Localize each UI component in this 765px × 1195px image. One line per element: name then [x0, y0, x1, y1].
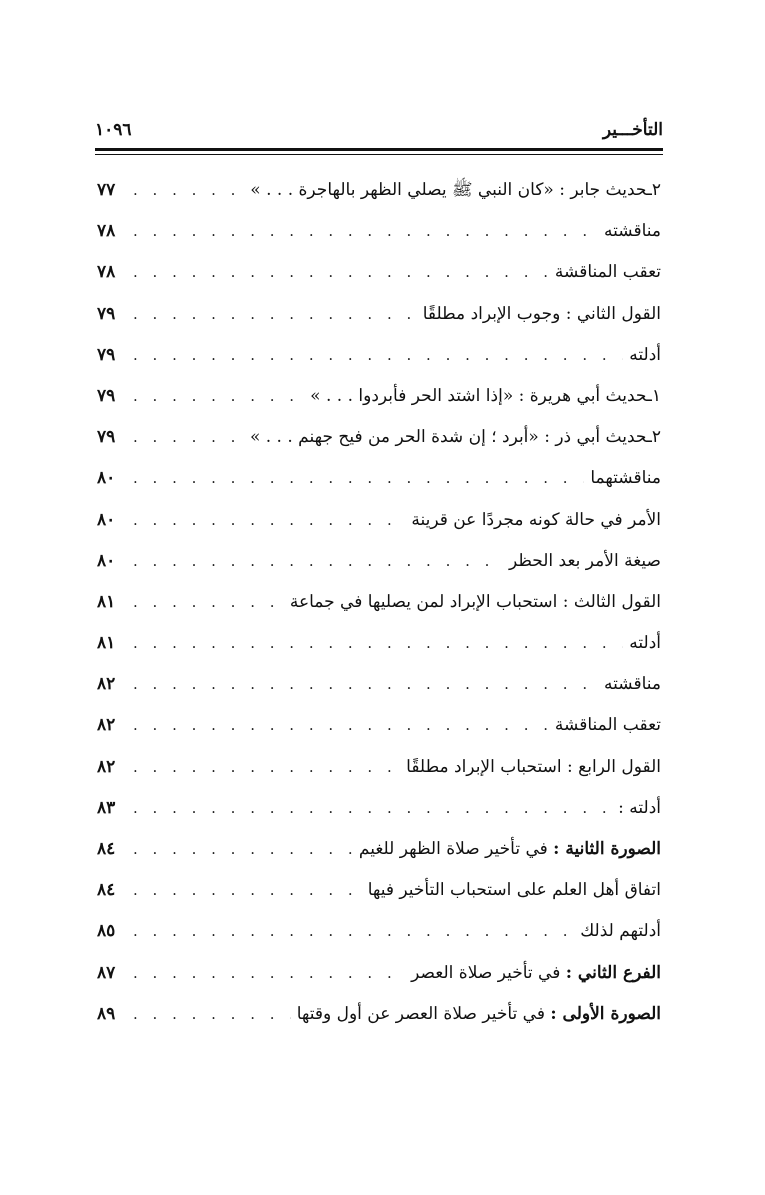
toc-row [97, 500, 661, 541]
toc-page-number: ٨٩ [97, 1003, 116, 1024]
toc-leader-dots [133, 376, 304, 417]
toc-entry-text: مناقشتهما [590, 468, 661, 489]
toc-entry-text: القول الرابع : استحباب الإبراد مطلقًا [406, 756, 661, 777]
toc-row [97, 705, 661, 746]
toc-row [97, 582, 661, 623]
toc-row [97, 541, 661, 582]
toc-entry-title [244, 417, 661, 458]
toc-entry-text: الأمر في حالة كونه مجردًا عن قرينة [411, 509, 661, 530]
toc-leader-dots [133, 417, 244, 458]
toc-page-number: ٧٩ [97, 303, 116, 324]
toc-entry-title [244, 170, 661, 211]
table-of-contents [97, 170, 661, 1035]
toc-entry-title [503, 541, 661, 582]
toc-entry-text: ١ـحديث أبي هريرة : «إذا اشتد الحر فأبردوا . . . » [310, 385, 661, 406]
toc-entry-title [549, 705, 661, 746]
toc-entry-text: مناقشته [604, 674, 661, 695]
toc-row [97, 953, 661, 994]
toc-entry-text: أدلته [629, 344, 661, 365]
toc-row [97, 417, 661, 458]
toc-row [97, 376, 661, 417]
header-rule-thick [95, 148, 663, 151]
toc-entry-text: أدلتهم لذلك [580, 921, 661, 942]
toc-row [97, 335, 661, 376]
toc-page-number: ٧٨ [97, 221, 116, 242]
toc-entry-title [284, 582, 661, 623]
toc-entry-text: القول الثاني : وجوب الإبراد مطلقًا [422, 303, 661, 324]
toc-page-number: ٧٨ [97, 262, 116, 283]
toc-page-number: ٨٤ [97, 880, 116, 901]
toc-page-number: ٨٧ [97, 962, 116, 983]
toc-row [97, 747, 661, 788]
toc-entry-text: صيغة الأمر بعد الحظر [508, 550, 661, 571]
toc-page-number: ٨٢ [97, 715, 116, 736]
toc-entry-title [623, 623, 661, 664]
toc-entry-lead: الفرع الثاني : [565, 962, 661, 983]
toc-row [97, 994, 661, 1035]
toc-row [97, 623, 661, 664]
toc-entry-title [405, 500, 661, 541]
toc-page-number: ٨٠ [97, 468, 116, 489]
toc-entry-text: اتفاق أهل العلم على استحباب التأخير فيها [367, 880, 661, 901]
toc-leader-dots [133, 911, 574, 952]
toc-entry-text: في تأخير صلاة العصر عن أول وقتها [296, 1003, 545, 1024]
toc-entry-title [291, 994, 661, 1035]
toc-leader-dots [133, 870, 362, 911]
toc-leader-dots [133, 664, 598, 705]
toc-entry-lead: الصورة الثانية : [553, 839, 661, 859]
toc-page-number: ٨١ [97, 591, 116, 612]
toc-leader-dots [133, 500, 405, 541]
toc-entry-title [574, 911, 661, 952]
toc-page-number: ٨٠ [97, 550, 116, 571]
toc-leader-dots [133, 335, 623, 376]
toc-page-number: ٧٧ [97, 180, 116, 200]
toc-entry-title [353, 829, 661, 870]
toc-row [97, 829, 661, 870]
page-header [95, 118, 663, 146]
header-rule-thin [95, 154, 663, 155]
toc-entry-text: ٢ـحديث جابر : «كان النبي ﷺ يصلي الظهر بالهاجرة . . . » [250, 180, 661, 200]
toc-page-number: ٧٩ [97, 427, 116, 448]
toc-entry-title [549, 252, 661, 293]
toc-entry-text: أدلته [629, 633, 661, 654]
toc-page-number: ٨٣ [97, 797, 116, 818]
toc-row [97, 170, 661, 211]
toc-entry-title [417, 294, 661, 335]
toc-entry-title [584, 458, 661, 499]
toc-page-number: ٨٤ [97, 839, 116, 859]
toc-page-number: ٨٢ [97, 674, 116, 695]
toc-entry-text: تعقب المناقشة [554, 262, 661, 283]
running-title: التأخـــير [602, 120, 663, 140]
toc-row [97, 294, 661, 335]
toc-page-number: ٨٢ [97, 756, 116, 777]
toc-leader-dots [133, 788, 612, 829]
toc-entry-text: في تأخير صلاة الظهر للغيم [358, 839, 548, 859]
toc-entry-text: القول الثالث : استحباب الإبراد لمن يصليها في جماعة [289, 591, 661, 612]
toc-row [97, 664, 661, 705]
toc-page-number: ٨٥ [97, 921, 116, 942]
toc-entry-title [400, 747, 661, 788]
toc-leader-dots [133, 747, 400, 788]
toc-row [97, 252, 661, 293]
toc-leader-dots [133, 170, 244, 211]
toc-leader-dots [133, 458, 584, 499]
toc-leader-dots [133, 252, 549, 293]
toc-entry-lead: الصورة الأولى : [550, 1003, 661, 1024]
toc-entry-title [598, 211, 661, 252]
toc-leader-dots [133, 211, 598, 252]
toc-entry-text: في تأخير صلاة العصر [411, 962, 561, 983]
toc-entry-title [304, 376, 661, 417]
toc-entry-title [405, 953, 661, 994]
toc-entry-text: أدلته : [618, 797, 661, 818]
toc-row [97, 911, 661, 952]
toc-page-number: ٧٩ [97, 344, 116, 365]
toc-leader-dots [133, 582, 284, 623]
toc-entry-text: تعقب المناقشة [554, 715, 661, 736]
toc-entry-text: مناقشته [604, 221, 661, 242]
toc-row [97, 211, 661, 252]
toc-row [97, 788, 661, 829]
toc-leader-dots [133, 705, 549, 746]
toc-row [97, 870, 661, 911]
toc-entry-title [623, 335, 661, 376]
toc-leader-dots [133, 994, 291, 1035]
toc-entry-text: ٢ـحديث أبي ذر : «أبرد ؛ إن شدة الحر من فيح جهنم . . . » [249, 427, 661, 448]
toc-entry-title [362, 870, 661, 911]
toc-entry-title [598, 664, 661, 705]
toc-entry-title [612, 788, 661, 829]
toc-leader-dots [133, 953, 405, 994]
toc-leader-dots [133, 294, 417, 335]
toc-leader-dots [133, 623, 623, 664]
toc-page-number: ٧٩ [97, 385, 116, 406]
toc-leader-dots [133, 541, 503, 582]
toc-row [97, 458, 661, 499]
header-page-number: ١٠٩٦ [95, 120, 132, 140]
toc-page-number: ٨١ [97, 633, 116, 654]
toc-leader-dots [133, 829, 353, 870]
toc-page-number: ٨٠ [97, 509, 116, 530]
